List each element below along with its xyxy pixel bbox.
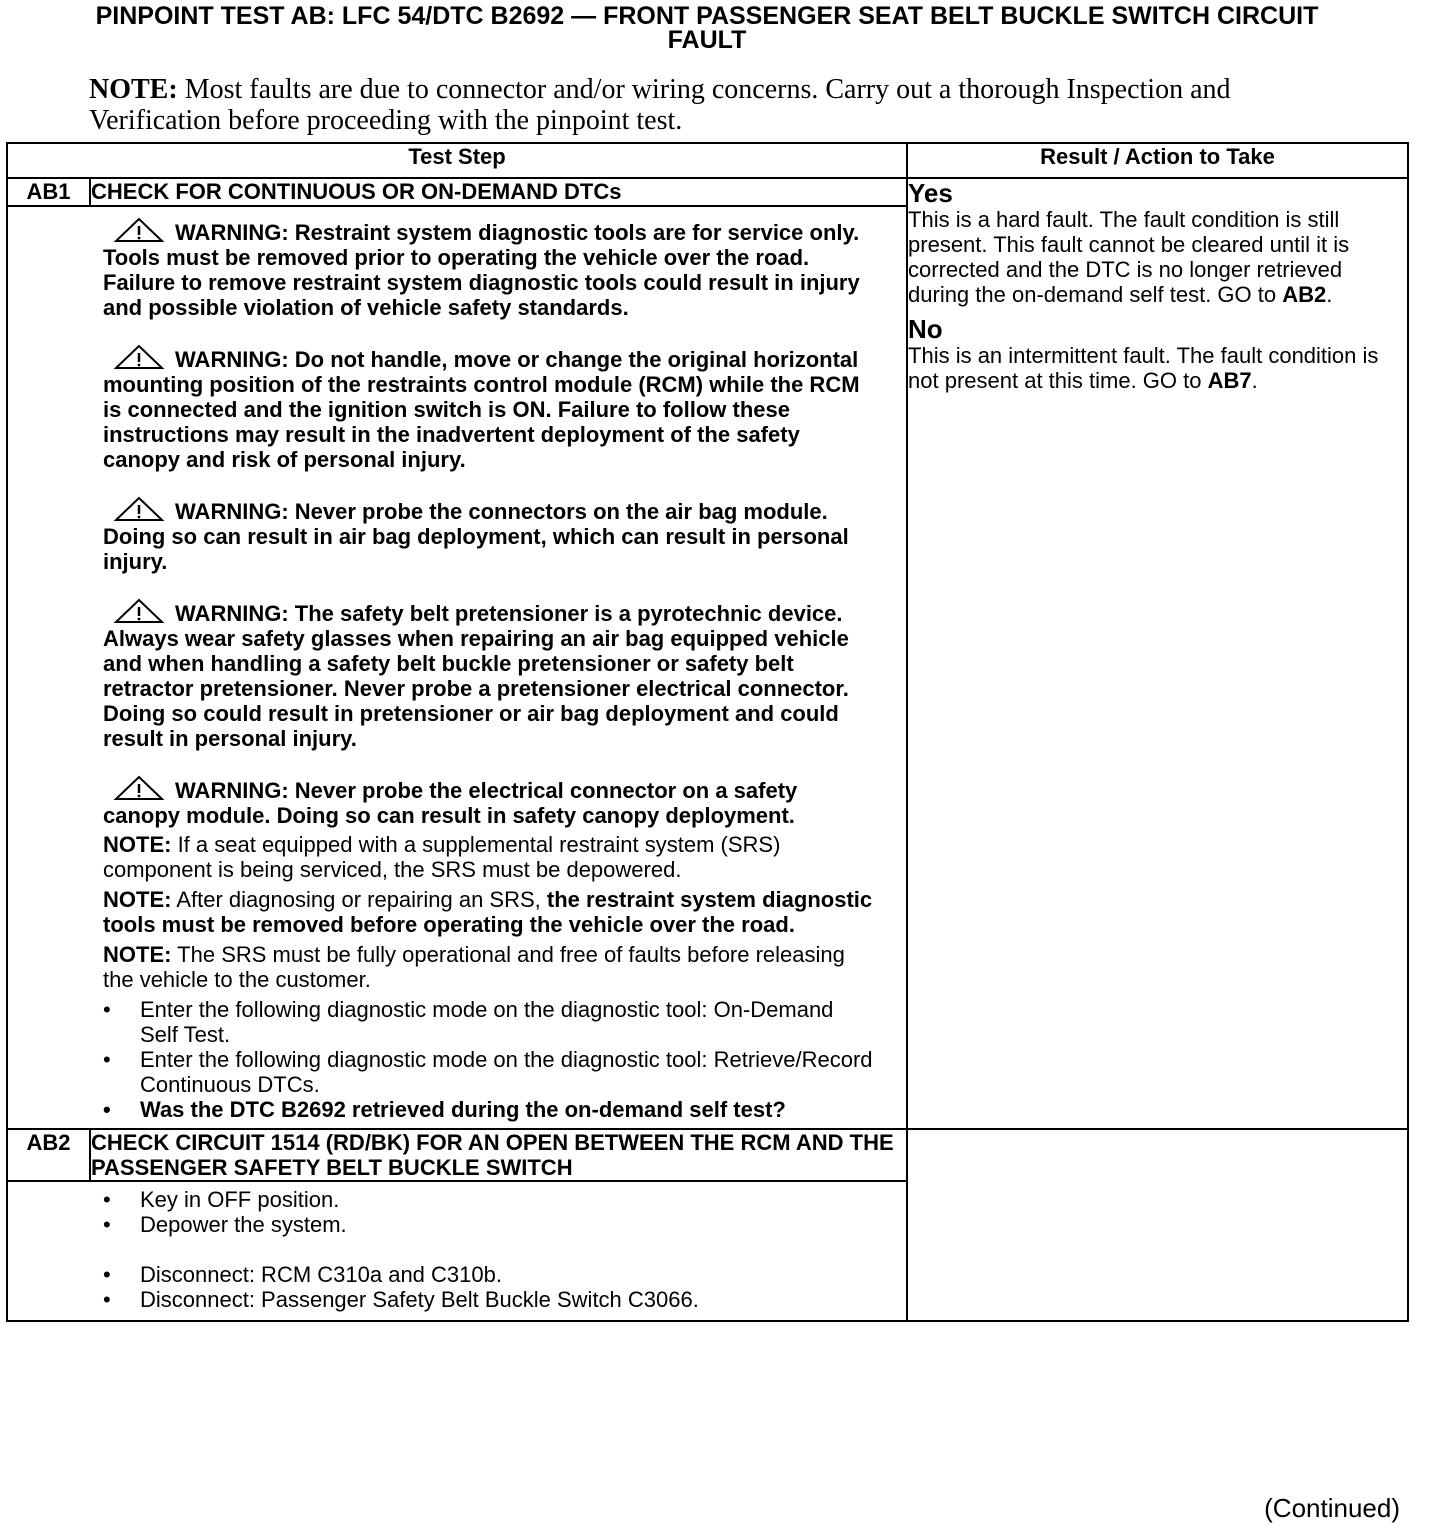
warning-3: WARNING: Never probe the connectors on the air bag module. Doing so can result in air bag deployment, which can result in personal injury. bbox=[103, 496, 876, 574]
warning-triangle-icon bbox=[113, 775, 165, 801]
step-id-ab2: AB2 bbox=[7, 1129, 90, 1181]
header-result-action: Result / Action to Take bbox=[907, 143, 1408, 178]
title-line-1: PINPOINT TEST AB: LFC 54/DTC B2692 — FRONT PASSENGER SEAT BELT BUCKLE SWITCH CIRCUIT bbox=[95, 2, 1319, 30]
table-header-row bbox=[7, 143, 1408, 178]
note-srs-depower: NOTE: If a seat equipped with a supplemental restraint system (SRS) component is being serviced, the SRS must be depowered. bbox=[103, 832, 781, 882]
step-id-ab1: AB1 bbox=[7, 178, 90, 206]
step-title-ab1: CHECK FOR CONTINUOUS OR ON-DEMAND DTCs bbox=[90, 178, 907, 206]
warning-5: WARNING: Never probe the electrical connector on a safety canopy module. Doing so can result in safety canopy deployment. bbox=[103, 775, 876, 828]
title-line-2: FAULT bbox=[667, 26, 747, 54]
pinpoint-test-table bbox=[6, 142, 1409, 1322]
warning-2: WARNING: Do not handle, move or change the original horizontal mounting position of the restraints control module (RCM) while the RCM is connected and the ignition switch is ON. Failure to follow these instructions may result in the inadvertent deployment of the safety canopy and risk of personal injury. bbox=[103, 344, 876, 472]
step-ab1-title-row bbox=[7, 178, 1408, 206]
goto-ab7-link[interactable]: AB7 bbox=[1207, 368, 1252, 393]
step-ab2-title-row bbox=[7, 1129, 1408, 1181]
list-item: • Disconnect: RCM C310a and C310b. bbox=[103, 1262, 502, 1287]
result-yes-label: Yes bbox=[908, 178, 953, 208]
warning-triangle-icon bbox=[113, 344, 165, 370]
result-yes-text: This is a hard fault. The fault condition is still present. This fault cannot be cleared until it is corrected and the DTC is no longer retrieved during the on-demand self test. GO to AB2. bbox=[908, 207, 1350, 307]
result-no-text: This is an intermittent fault. The fault condition is not present at this time. GO to AB7. bbox=[908, 343, 1379, 393]
page-title bbox=[0, 4, 1414, 52]
list-item: • Depower the system. bbox=[103, 1212, 347, 1237]
warning-4: WARNING: The safety belt pretensioner is a pyrotechnic device. Always wear safety glasses when repairing an air bag equipped vehicle and when handling a safety belt buckle pretensioner or safety belt retractor pretensioner. Never probe a pretensioner electrical connector. Doing so could result in pretensioner or air bag deployment and could result in personal injury. bbox=[103, 598, 876, 751]
result-ab1 bbox=[907, 178, 1408, 1129]
ab2-bullet-list-b bbox=[103, 1262, 876, 1312]
step-ab1-body bbox=[7, 206, 907, 1129]
list-item: • Disconnect: Passenger Safety Belt Buckle Switch C3066. bbox=[103, 1287, 699, 1312]
list-item: • Key in OFF position. bbox=[103, 1187, 340, 1212]
warning-triangle-icon bbox=[113, 217, 165, 243]
ab2-bullet-list-a bbox=[103, 1187, 876, 1237]
list-item: • Enter the following diagnostic mode on the diagnostic tool: Retrieve/Record Continuous DTCs. bbox=[103, 1047, 873, 1097]
intro-note-label: NOTE: bbox=[89, 74, 178, 105]
warning-1: WARNING: Restraint system diagnostic tools are for service only. Tools must be removed prior to operating the vehicle over the road. Failure to remove restraint system diagnostic tools could result in injury and possible violation of vehicle safety standards. bbox=[103, 217, 876, 320]
intro-note bbox=[89, 74, 1289, 136]
list-item: • Enter the following diagnostic mode on the diagnostic tool: On-Demand Self Test. bbox=[103, 997, 834, 1047]
ab1-bullet-list bbox=[103, 997, 876, 1122]
result-ab2 bbox=[907, 1129, 1408, 1321]
warning-triangle-icon bbox=[113, 598, 165, 624]
note-srs-operational: NOTE: The SRS must be fully operational and free of faults before releasing the vehicle to the customer. bbox=[103, 942, 845, 992]
step-title-ab2: CHECK CIRCUIT 1514 (RD/BK) FOR AN OPEN BETWEEN THE RCM AND THE PASSENGER SAFETY BELT BUCKLE SWITCH bbox=[90, 1129, 907, 1181]
warning-triangle-icon bbox=[113, 496, 165, 522]
note-remove-tools: NOTE: After diagnosing or repairing an SRS, the restraint system diagnostic tools must be removed before operating the vehicle over the road. bbox=[103, 887, 873, 937]
list-item-question: • Was the DTC B2692 retrieved during the on-demand self test? bbox=[103, 1097, 786, 1122]
result-no-label: No bbox=[908, 314, 943, 344]
intro-note-text: Most faults are due to connector and/or wiring concerns. Carry out a thorough Inspection and Verification before proceeding with the pinpoint test. bbox=[89, 74, 1231, 136]
step-ab2-body bbox=[7, 1181, 907, 1321]
header-test-step: Test Step bbox=[7, 143, 907, 178]
continued-label: (Continued) bbox=[1264, 1493, 1400, 1523]
goto-ab2-link[interactable]: AB2 bbox=[1282, 282, 1327, 307]
